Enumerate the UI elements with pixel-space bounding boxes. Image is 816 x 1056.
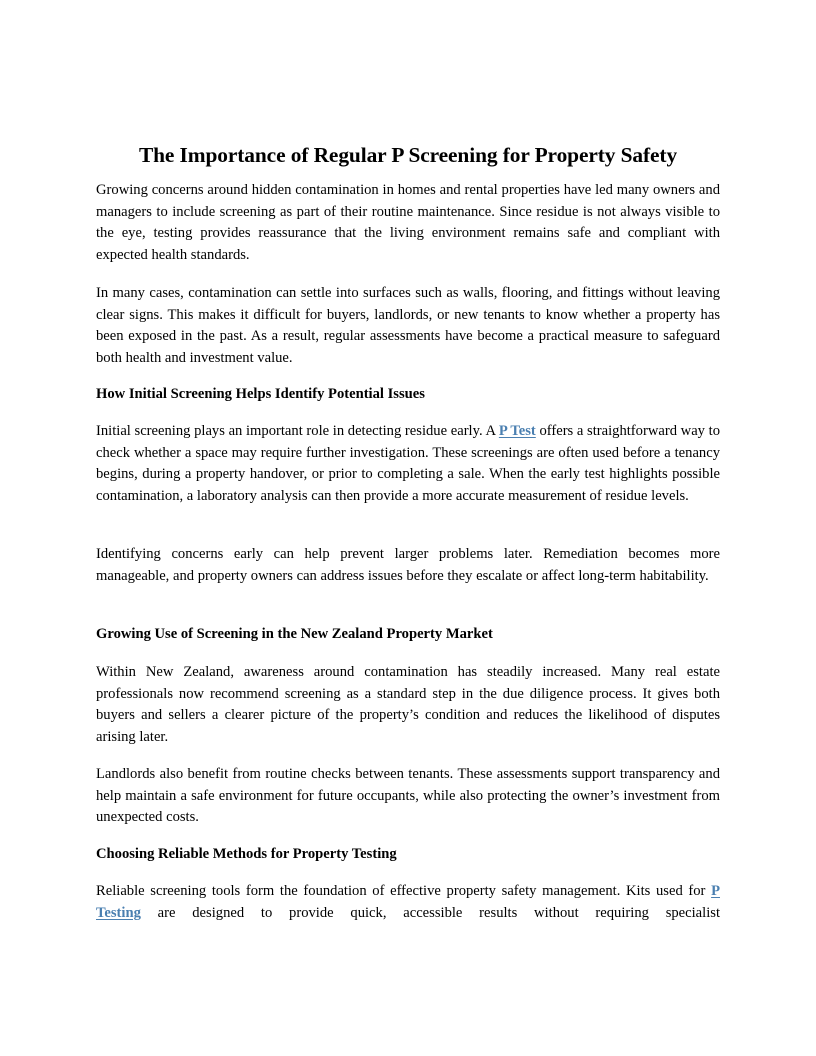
section-heading-initial-screening: How Initial Screening Helps Identify Potential Issues [96,386,425,402]
paragraph-text: Initial screening plays an important role in detecting residue early. A [96,423,499,439]
p-test-link[interactable]: P Test [498,423,536,439]
section-heading-reliable-methods: Choosing Reliable Methods for Property Testing [96,846,397,862]
reliable-methods-paragraph-1 [96,881,720,924]
paragraph-text: Reliable screening tools form the foundation of effective property safety management. Kits used for [96,883,712,899]
document-title: The Importance of Regular P Screening for Property Safety [138,143,678,167]
p-testing-link[interactable]: P Testing [96,883,720,921]
section-heading-new-zealand-market: Growing Use of Screening in the New Zealand Property Market [96,626,493,642]
initial-screening-paragraph-1 [96,421,720,507]
new-zealand-paragraph-1: Within New Zealand, awareness around contamination has steadily increased. Many real estate professionals now recommend screening as a standard step in the due diligence process. It gives both buyers and sellers a clearer picture of the property’s condition and reduces the likelihood of disputes arising later. [96,664,720,745]
paragraph-text: are designed to provide quick, accessible results without requiring specialist [140,904,720,921]
intro-paragraph-2: In many cases, contamination can settle into surfaces such as walls, flooring, and fittings without leaving clear signs. This makes it difficult for buyers, landlords, or new tenants to know whether a property has been exposed in the past. As a result, regular assessments have become a practical measure to safeguard both health and investment value. [96,285,720,366]
initial-screening-paragraph-2: Identifying concerns early can help prevent larger problems later. Remediation becomes more manageable, and property owners can address issues before they escalate or affect long-term habitability. [96,546,720,584]
paragraph-text: offers a straightforward way to check whether a space may require further investigation. These screenings are often used before a tenancy begins, during a property handover, or prior to completing a sale. When the early test highlights possible contamination, a laboratory analysis can then provide a more accurate measurement of residue levels. [96,423,720,504]
intro-paragraph-1: Growing concerns around hidden contamination in homes and rental properties have led many owners and managers to include screening as part of their routine maintenance. Since residue is not always visible to the eye, testing provides reassurance that the living environment remains safe and compliant with expected health standards. [96,182,720,263]
new-zealand-paragraph-2: Landlords also benefit from routine checks between tenants. These assessments support transparency and help maintain a safe environment for future occupants, while also protecting the owner’s investment from unexpected costs. [96,766,720,826]
